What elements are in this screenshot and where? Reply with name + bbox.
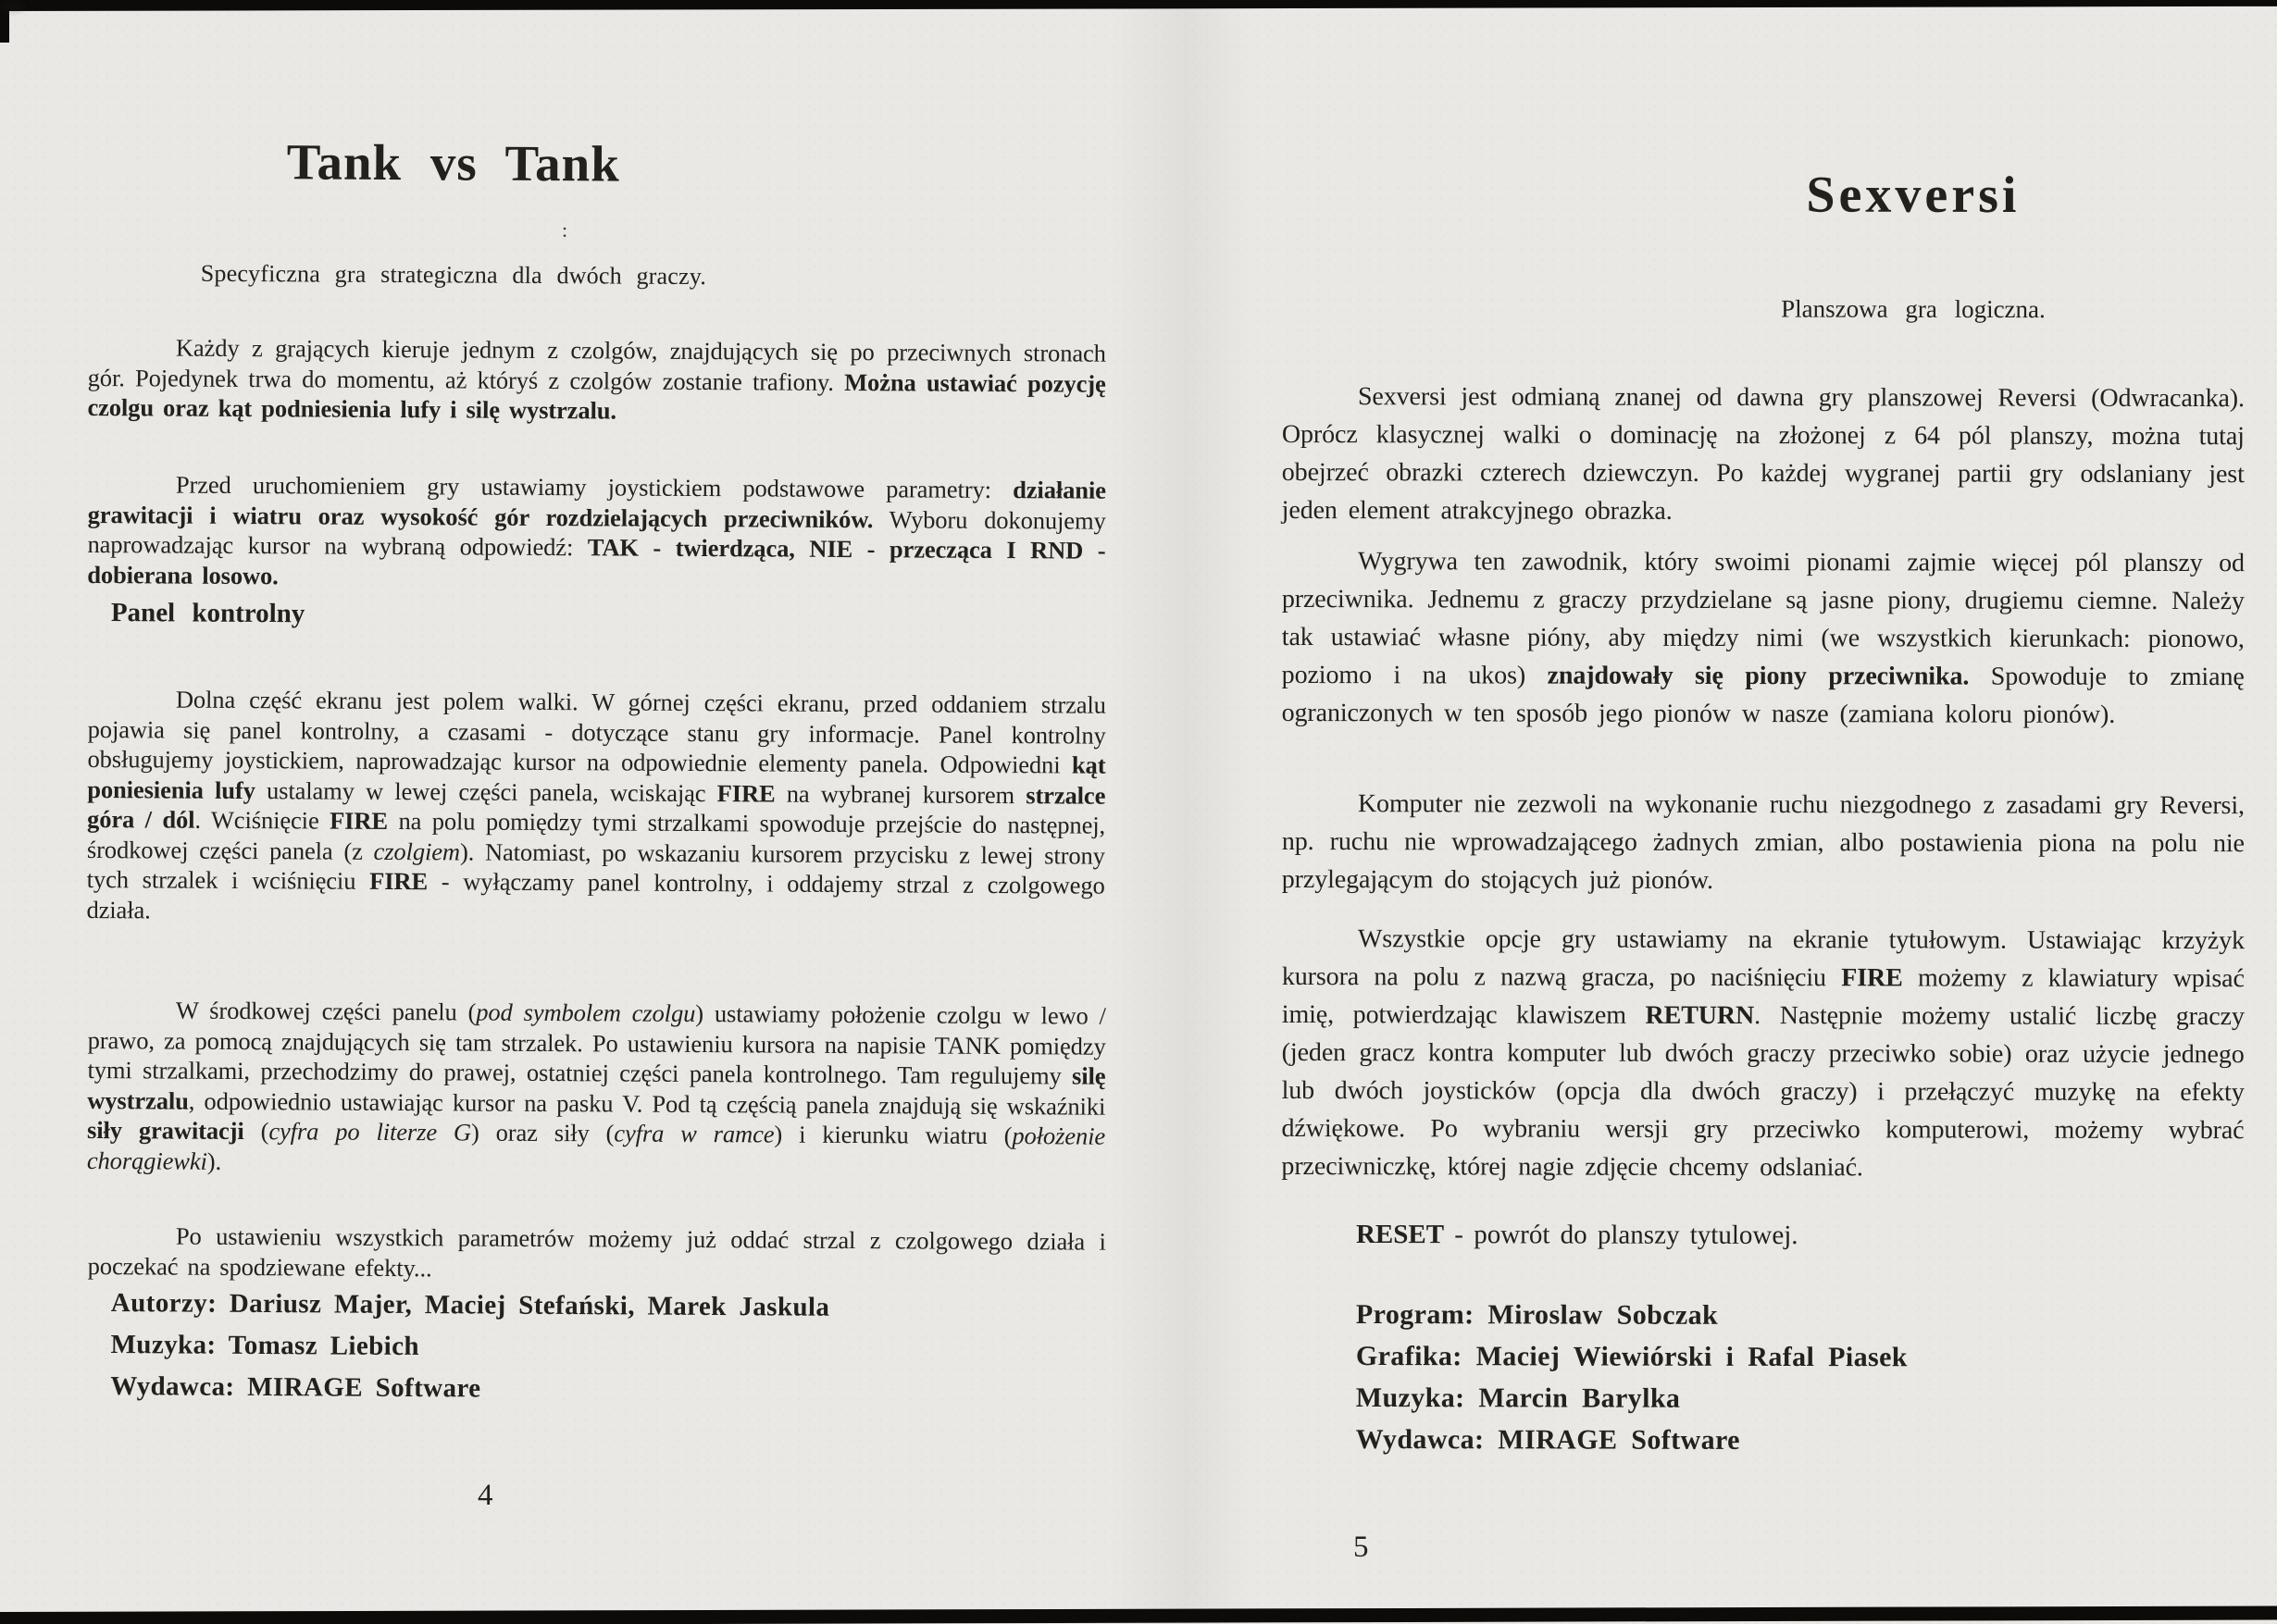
paragraph-left-2: Przed uruchomieniem gry ustawiamy joystickiem podstawowe parametry: działanie grawitacji i wiatru oraz wysokość gór rozdzielających przeciwników. Wyboru dokonujemy naprowadzając kursor na wybraną odpowiedź: TAK - twierdząca, NIE - przecząca I RND - dobierana losowo. [87,470,1106,589]
scan-artifact: : [562,218,568,242]
credit-line-music: Muzyka: Marcin Barylka [1355,1382,1681,1414]
paragraph-left-4: W środkowej części panelu (pod symbolem czolgu) ustawiamy położenie czolgu w lewo / prawo, za pomocą znajdujących się tam strzalek. Po ustawieniu kursora na napisie TANK pomiędzy tymi strzalkami, przechodzimy do prawej, ostatniej części panela kontrolnego. Tam regulujemy silę wystrzalu, odpowiednio ustawiając kursor na pasku V. Pod tą częścią panela znajdują się wskaźniki siły grawitacji (cyfra po literze G) oraz siły (cyfra w ramce) i kierunku wiatru (położenie chorągiewki). [86,996,1106,1174]
credit-line-authors: Autorzy: Dariusz Majer, Maciej Stefański, Marek Jaskula [110,1287,830,1322]
credit-line-music: Muzyka: Tomasz Liebich [110,1329,420,1362]
paragraph-left-5: Po ustawieniu wszystkich parametrów możemy już oddać strzal z czolgowego działa i poczekać na spodziewane efekty... [87,1221,1106,1282]
credit-line-graphics: Grafika: Maciej Wiewiórski i Rafal Piasek [1355,1340,1908,1373]
scan-artifact [0,0,26,13]
paragraph-right-2: Wygrywa ten zawodnik, który swoimi pionami zajmie więcej pól planszy od przeciwnika. Jednemu z graczy przydzielane są jasne piony, drugiemu ciemne. Należy tak ustawiać własne pióny, aby między nimi (we wszystkich kierunkach: pionowo, poziomo i na ukos) znajdowały się piony przeciwnika. Spowoduje to zmianę ograniczonych w ten sposób jego pionów w nasze (zamiana koloru pionów). [1281,547,2245,729]
paragraph-left-1: Każdy z grających kieruje jednym z czolgów, znajdujących się po przeciwnych stronach gór. Pojedynek trwa do momentu, aż któryś z czolgów zostanie trafiony. Można ustawiać pozycję czolgu oraz kąt podniesienia lufy i silę wystrzalu. [87,333,1106,424]
section-heading-panel-kontrolny: Panel kontrolny [110,598,305,629]
page-number-right: 5 [1353,1531,1369,1564]
credit-line-program: Program: Miroslaw Sobczak [1355,1299,1719,1331]
page-number-left: 4 [478,1479,493,1512]
paragraph-right-3: Komputer nie zezwoli na wykonanie ruchu niezgodnego z zasadami gry Reversi, np. ruchu nie wprowadzającego żadnych zmian, albo postawienia piona na polu nie przylegającym do stojących już pionów. [1281,789,2245,895]
page-gutter-shadow [1111,0,1250,1624]
page-title-tank-vs-tank: Tank vs Tank [286,133,621,192]
credits-block-left [110,1283,829,1412]
credit-line-publisher: Wydawca: MIRAGE Software [110,1370,481,1404]
page-title-sexversi: Sexversi [1806,166,2021,225]
credit-line-publisher: Wydawca: MIRAGE Software [1355,1423,1740,1456]
reset-instruction-line: RESET - powrót do planszy tytulowej. [1355,1220,1798,1251]
credits-block-right [1356,1294,1908,1461]
paragraph-right-1: Sexversi jest odmianą znanej od dawna gry planszowej Reversi (Odwracanka). Oprócz klasycznej walki o dominację na złożonej z 64 pól planszy, można tutaj obejrzeć obrazki czterech dziewczyn. Po każdej wygranej partii gry odslaniany jest jeden element atrakcyjnego obrazka. [1281,382,2245,526]
scan-border-bottom [0,1605,2277,1624]
page-subtitle-left: Specyficzna gra strategiczna dla dwóch graczy. [200,259,707,291]
page-subtitle-right: Planszowa gra logiczna. [1781,294,2046,324]
paragraph-left-3: Dolna część ekranu jest polem walki. W górnej części ekranu, przed oddaniem strzalu pojawia się panel kontrolny, a czasami - dotyczące stanu gry informacje. Panel kontrolny obsługujemy joystickiem, naprowadzając kursor na odpowiednie elementy panela. Odpowiedni kąt poniesienia lufy ustalamy w lewej części panela, wciskając FIRE na wybranej kursorem strzalce góra / dól. Wciśnięcie FIRE na polu pomiędzy tymi strzalkami spowoduje przejście do następnej, środkowej części panela (z czolgiem). Natomiast, po wskazaniu kursorem przycisku z lewej strony tych strzalek i wciśnięciu FIRE - wyłączamy panel kontrolny, i oddajemy strzal z czolgowego działa. [86,685,1106,924]
paragraph-right-4: Wszystkie opcje gry ustawiamy na ekranie tytułowym. Ustawiając krzyżyk kursora na polu z nazwą gracza, po naciśnięciu FIRE możemy z klawiatury wpisać imię, potwierdzając klawiszem RETURN. Następnie możemy ustalić liczbę graczy (jeden gracz kontra komputer lub dwóch graczy przeciwko sobie) oraz użycie jednego lub dwóch joysticków (opcja dla dwóch graczy) i przełączyć muzykę na efekty dźwiękowe. Po wybraniu wersji gry przeciwko komputerowi, możemy wybrać przeciwniczkę, której nagie zdjęcie chcemy odslaniać. [1281,924,2245,1183]
